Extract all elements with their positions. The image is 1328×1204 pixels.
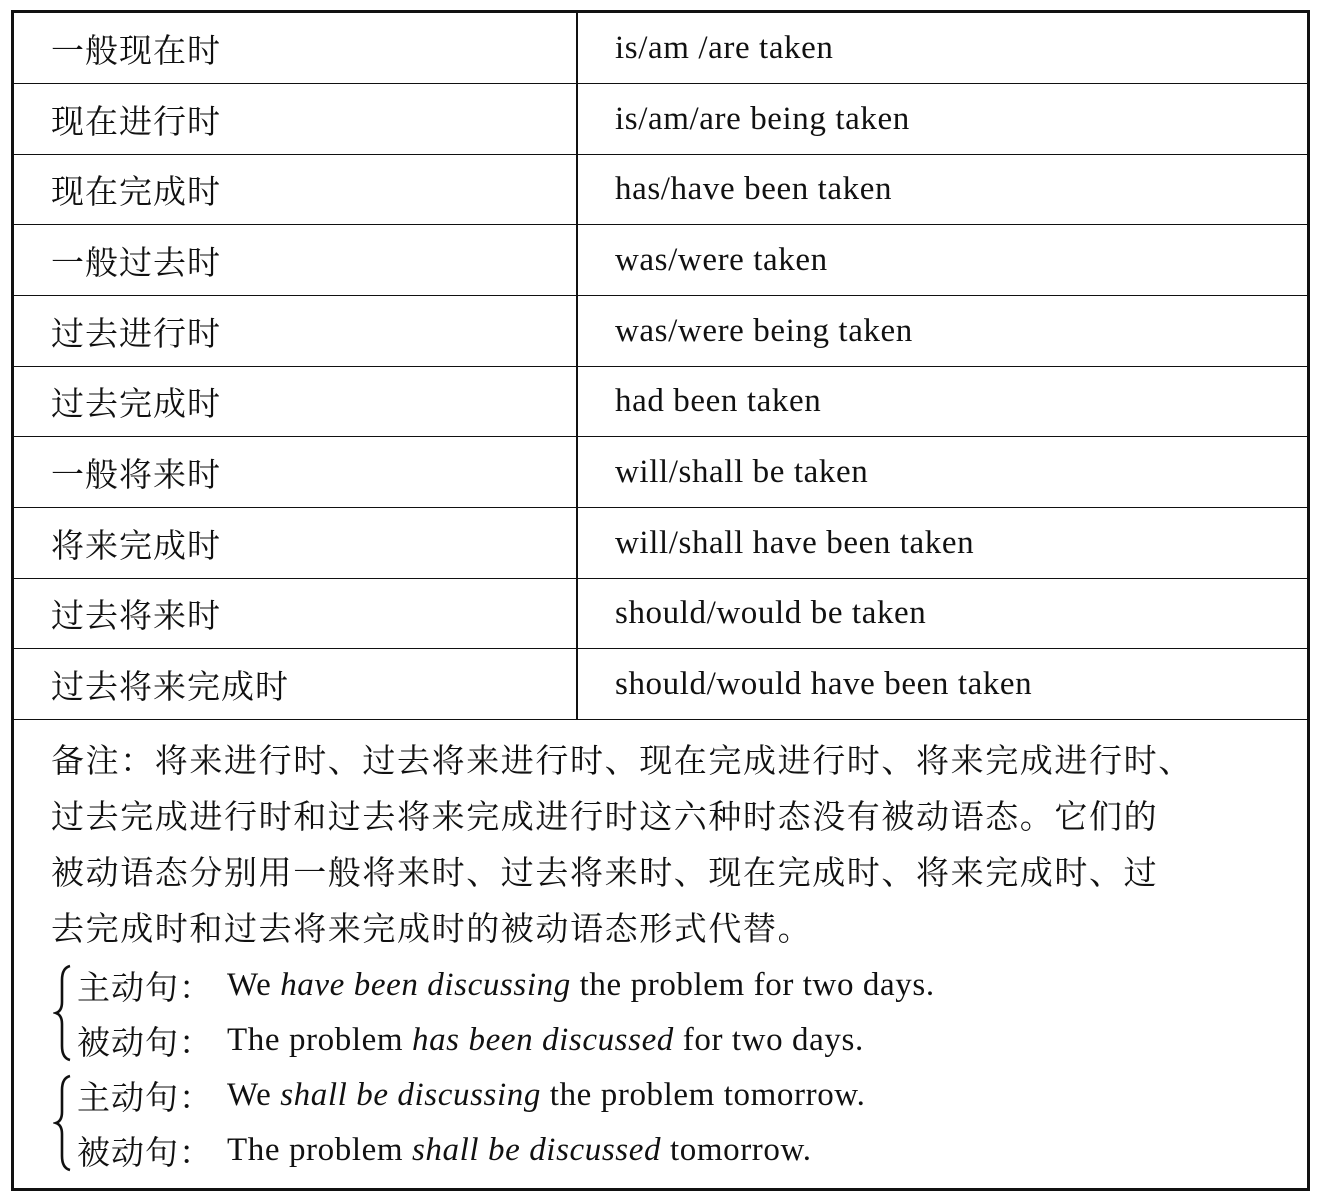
passive-form: will/shall be taken [615,453,869,490]
sentence-text [227,1132,812,1169]
sentence-start: We [227,1077,281,1113]
tense-name: 一般过去时 [51,242,221,282]
table-row [14,508,1307,579]
verb-phrase: shall be discussing [280,1077,541,1113]
sentence-start: The problem [227,1132,412,1168]
active-sentence [77,1068,865,1123]
sentence-text [227,967,935,1004]
column-divider [576,13,578,720]
sentence-end: the problem for two days. [570,967,935,1003]
tense-name: 一般现在时 [51,30,221,70]
tense-name: 现在进行时 [51,101,221,141]
note-line: 去完成时和过去将来完成时的被动语态形式代替。 [51,909,813,948]
table-row [14,649,1307,720]
passive-label: 被动句： [77,1023,213,1062]
table-row [14,154,1307,225]
passive-form: is/am/are being taken [615,100,910,137]
verb-phrase: have been discussing [280,967,571,1003]
table-row [14,578,1307,649]
table-row [14,225,1307,296]
passive-form: was/were being taken [615,312,913,349]
sentence-end: the problem tomorrow. [540,1077,866,1113]
example-pair [51,1068,1281,1178]
passive-form: will/shall have been taken [615,524,975,561]
passive-form: has/have been taken [615,170,893,207]
tense-name: 过去将来完成时 [51,666,289,706]
verb-phrase: has been discussed [411,1022,674,1058]
tense-name: 过去将来时 [51,595,221,635]
passive-form: was/were taken [615,241,828,278]
tense-name: 现在完成时 [51,171,221,211]
note-line: 被动语态分别用一般将来时、过去将来时、现在完成时、将来完成时、过 [51,853,1159,892]
note-paragraph [51,733,1281,957]
table-row [14,13,1307,84]
passive-sentence [77,1013,864,1068]
brace-icon [53,958,73,1068]
sentence-end: tomorrow. [661,1132,812,1168]
table-row [14,296,1307,367]
table-row [14,366,1307,437]
active-label: 主动句： [77,1078,213,1117]
tense-name: 过去进行时 [51,313,221,353]
verb-phrase: shall be discussed [411,1132,662,1168]
passive-form: should/would be taken [615,594,927,631]
passive-form: should/would have been taken [615,665,1033,702]
note-line: 过去完成进行时和过去将来完成进行时这六种时态没有被动语态。它们的 [51,797,1159,836]
passive-voice-table [11,10,1310,1191]
sentence-start: We [227,967,281,1003]
brace-icon [53,1068,73,1178]
passive-label: 被动句： [77,1133,213,1172]
sentence-start: The problem [227,1022,412,1058]
active-sentence [77,958,935,1013]
table-row [14,84,1307,155]
sentence-text [227,1077,865,1114]
example-pair [51,958,1281,1068]
table-row [14,437,1307,508]
active-label: 主动句： [77,968,213,1007]
passive-form: is/am /are taken [615,29,834,66]
tense-name: 将来完成时 [51,525,221,565]
passive-form: had been taken [615,382,822,419]
passive-sentence [77,1123,812,1178]
sentence-text [227,1022,864,1059]
tense-name: 过去完成时 [51,383,221,423]
tense-name: 一般将来时 [51,454,221,494]
sentence-end: for two days. [673,1022,864,1058]
note-line: 备注：将来进行时、过去将来进行时、现在完成进行时、将来完成进行时、 [51,741,1193,780]
